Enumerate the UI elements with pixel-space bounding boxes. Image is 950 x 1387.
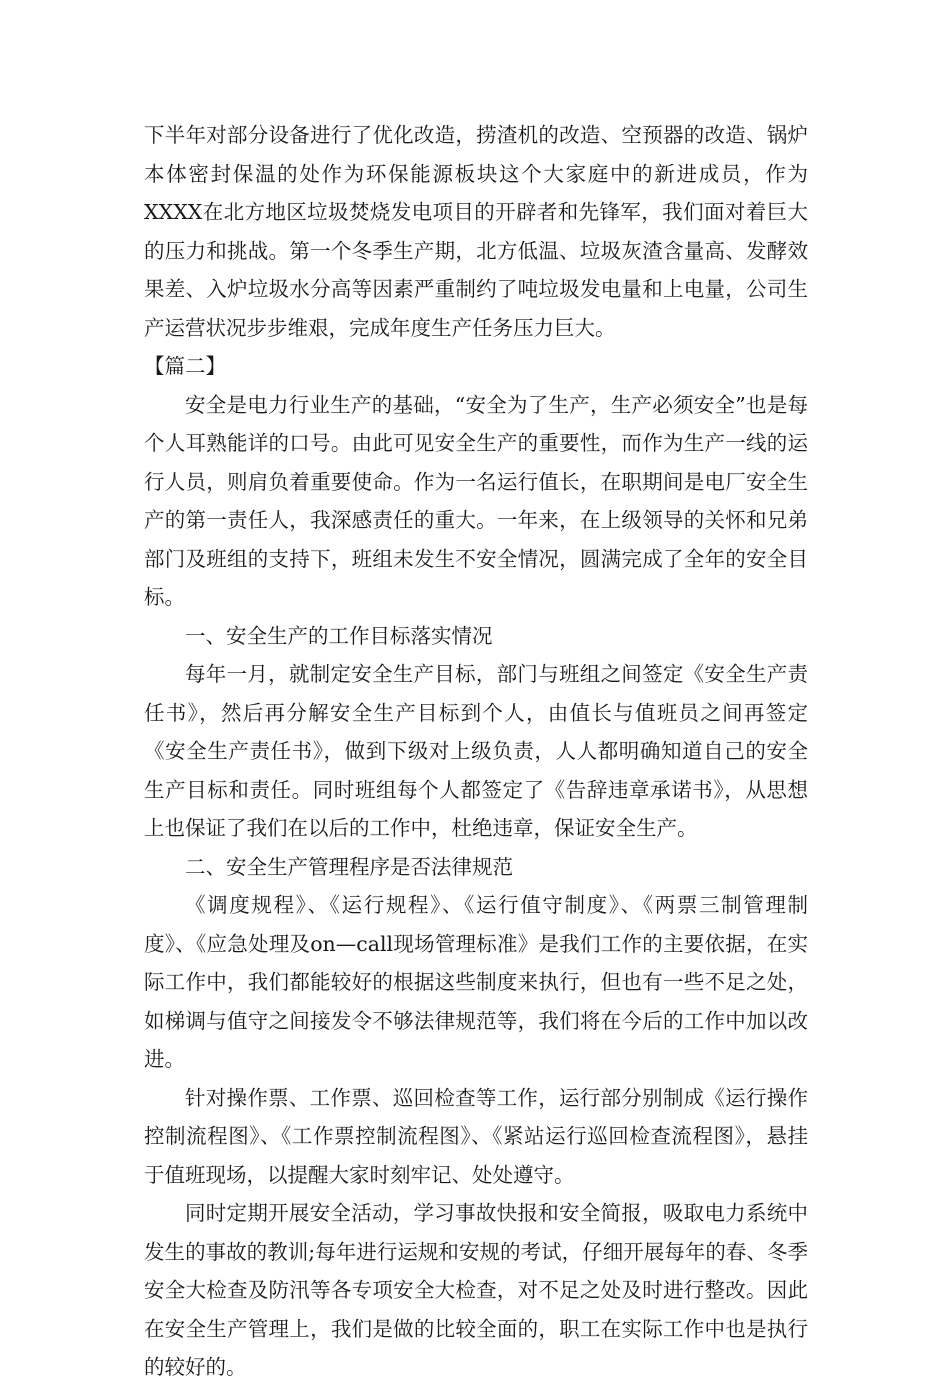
- section-heading-part-two: 【篇二】: [144, 354, 226, 378]
- document-body: [144, 116, 808, 1387]
- paragraph-safety-intro: 安全是电力行业生产的基础，“安全为了生产，生产必须安全”也是每个人耳熟能详的口号。由此可见安全生产的重要性，而作为生产一线的运行人员，则肩负着重要使命。作为一名运行值长，在职期间是电厂安全生产的第一责任人，我深感责任的重大。一年来，在上级领导的关怀和兄弟部门及班组的支持下，班组未发生不安全情况，圆满完成了全年的安全目标。: [144, 392, 808, 609]
- paragraph-regulations: 《调度规程》、《运行规程》、《运行值守制度》、《两票三制管理制度》、《应急处理及on—call现场管理标准》是我们工作的主要依据，在实际工作中，我们都能较好的根据这些制度来执行，但也有一些不足之处，如梯调与值守之间接发令不够法律规范等，我们将在今后的工作中加以改进。: [144, 893, 808, 1071]
- subheading-management-procedure: 二、安全生产管理程序是否法律规范: [185, 854, 513, 879]
- paragraph-safety-goals: 每年一月，就制定安全生产目标，部门与班组之间签定《安全生产责任书》，然后再分解安全生产目标到个人，由值长与值班员之间再签定《安全生产责任书》，做到下级对上级负责，人人都明确知道自己的安全生产目标和责任。同时班组每个人都签定了《告辞违章承诺书》，从思想上也保证了我们在以后的工作中，杜绝违章，保证安全生产。: [144, 662, 808, 840]
- paragraph-flowcharts: 针对操作票、工作票、巡回检查等工作，运行部分别制成《运行操作控制流程图》、《工作票控制流程图》、《紧站运行巡回检查流程图》，悬挂于值班现场，以提醒大家时刻牢记、处处遵守。: [144, 1085, 808, 1187]
- subheading-safety-goals: 一、安全生产的工作目标落实情况: [185, 623, 493, 648]
- paragraph-continuation: 下半年对部分设备进行了优化改造，捞渣机的改造、空预器的改造、锅炉本体密封保温的处作为环保能源板块这个大家庭中的新进成员，作为XXXX在北方地区垃圾焚烧发电项目的开辟者和先锋军，我们面对着巨大的压力和挑战。第一个冬季生产期，北方低温、垃圾灰渣含量高、发酵效果差、入炉垃圾水分高等因素严重制约了吨垃圾发电量和上电量，公司生产运营状况步步维艰，完成年度生产任务压力巨大。: [144, 123, 808, 340]
- paragraph-safety-activities: 同时定期开展安全活动，学习事故快报和安全简报，吸取电力系统中发生的事故的教训;每年进行运规和安规的考试，仔细开展每年的春、冬季安全大检查及防汛等各专项安全大检查，对不足之处及时进行整改。因此在安全生产管理上，我们是做的比较全面的，职工在实际工作中也是执行的较好的。: [144, 1201, 808, 1379]
